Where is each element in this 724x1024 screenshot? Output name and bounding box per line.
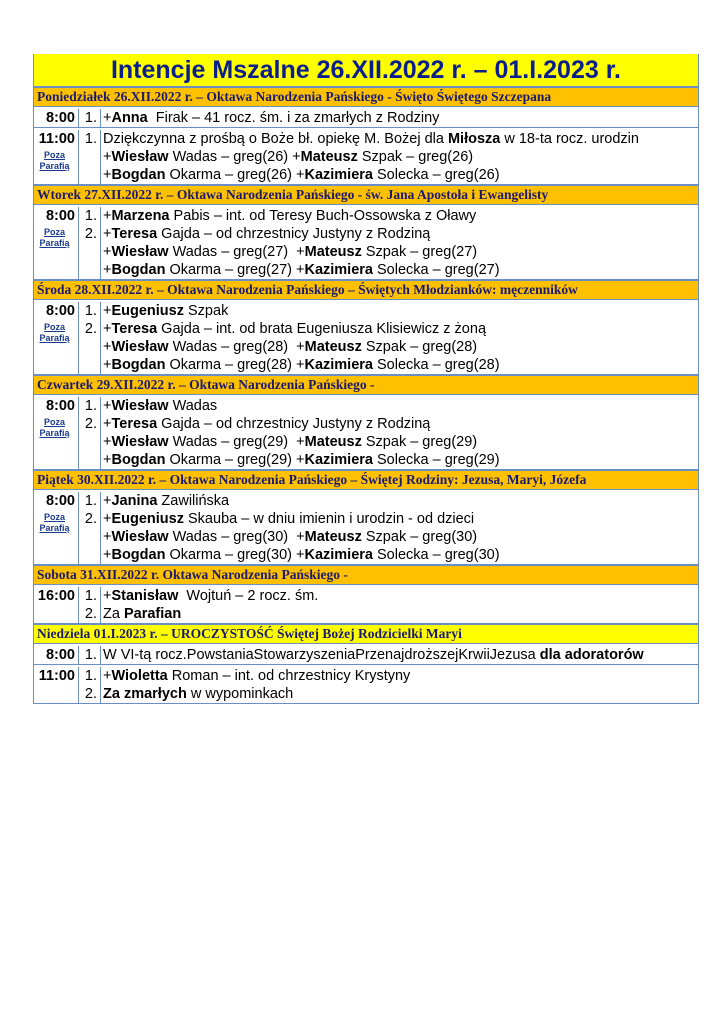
intention-name: Bogdan	[111, 452, 166, 468]
intention-list	[79, 667, 698, 703]
intention-list	[79, 587, 698, 623]
mass-row	[34, 207, 698, 280]
intention-fragment: Okarma – greg(28) +	[165, 357, 305, 373]
intention-fragment: +	[103, 588, 112, 604]
intention-text	[101, 261, 500, 279]
intentions-sheet	[33, 54, 699, 704]
mass-row	[34, 667, 698, 704]
intention-name: Bogdan	[111, 262, 166, 278]
intention-number	[79, 261, 101, 279]
mass-time: 8:00	[45, 110, 75, 126]
intention-fragment: w wypominkach	[186, 686, 294, 702]
mass-row	[34, 302, 698, 375]
intention-name: Wiesław	[111, 434, 169, 450]
intention-name: Bogdan	[111, 167, 166, 183]
intention-fragment: Firak – 41 rocz. śm. i za zmarłych z Rodziny	[147, 110, 440, 126]
intention-line	[79, 528, 698, 546]
intention-number	[79, 433, 101, 451]
intention-text	[101, 492, 229, 510]
intention-number: 1.	[79, 302, 101, 320]
intention-name: Marzena	[111, 208, 170, 224]
intention-line	[79, 451, 698, 469]
mass-time: 8:00	[45, 303, 75, 319]
poza-parafia-note: Poza Parafią	[39, 322, 70, 343]
intention-number: 2.	[79, 510, 101, 528]
intention-name: Kazimiera	[304, 357, 373, 373]
intention-list	[79, 302, 698, 374]
intention-fragment: Skauba – w dniu imienin i urodzin - od dzieci	[183, 511, 475, 527]
day-header: Niedziela 01.I.2023 r. – UROCZYSTOŚĆ Świętej Bożej Rodzicielki Maryi	[34, 624, 698, 644]
intention-list	[79, 130, 698, 184]
intention-number: 1.	[79, 646, 101, 664]
intention-number: 2.	[79, 320, 101, 338]
intention-number	[79, 166, 101, 184]
intention-fragment: Szpak – greg(27)	[361, 244, 478, 260]
intention-number: 1.	[79, 492, 101, 510]
mass-row	[34, 492, 698, 565]
intention-name: Bogdan	[111, 547, 166, 563]
intention-number: 2.	[79, 605, 101, 623]
intention-text	[101, 166, 500, 184]
intention-text	[101, 528, 477, 546]
intention-name: Kazimiera	[304, 547, 373, 563]
intention-fragment: Wadas – greg(28) +	[168, 339, 305, 355]
intention-fragment: Pabis – int. od Teresy Buch-Ossowska z Oławy	[169, 208, 477, 224]
mass-time-cell	[34, 492, 79, 564]
intention-name: Wiesław	[111, 339, 169, 355]
intention-fragment: Roman – int. od chrzestnicy Krystyny	[167, 668, 411, 684]
intention-text	[101, 225, 430, 243]
intention-line	[79, 338, 698, 356]
mass-time-cell	[34, 646, 79, 664]
intention-line	[79, 261, 698, 279]
intention-name: Wiesław	[111, 244, 169, 260]
intention-name: Teresa	[111, 226, 158, 242]
intention-fragment: Zawilińska	[157, 493, 230, 509]
intention-fragment: Szpak – greg(26)	[357, 149, 474, 165]
intention-line	[79, 225, 698, 243]
intention-name: Anna	[111, 110, 148, 126]
mass-time: 16:00	[37, 588, 75, 604]
intention-fragment: +	[103, 226, 112, 242]
intention-fragment: +	[103, 416, 112, 432]
intention-name: Mateusz	[304, 529, 362, 545]
intention-fragment: +	[103, 339, 112, 355]
intention-text	[101, 356, 500, 374]
intention-line	[79, 646, 698, 664]
intention-fragment: +	[103, 149, 112, 165]
mass-row	[34, 130, 698, 185]
day-header: Środa 28.XII.2022 r. – Oktawa Narodzenia Pańskiego – Świętych Młodzianków: męczenników	[34, 280, 698, 300]
intention-line	[79, 207, 698, 225]
intention-name: Mateusz	[304, 244, 362, 260]
intention-fragment: +	[103, 321, 112, 337]
intention-number: 2.	[79, 685, 101, 703]
mass-time-cell	[34, 667, 79, 703]
intention-name: Stanisław	[111, 588, 179, 604]
intention-fragment: Okarma – greg(30) +	[165, 547, 305, 563]
intention-fragment: Wadas	[168, 398, 218, 414]
intention-number: 1.	[79, 109, 101, 127]
mass-time: 8:00	[45, 493, 75, 509]
intention-line	[79, 130, 698, 148]
intention-text	[101, 207, 476, 225]
intention-text	[101, 302, 228, 320]
intention-text	[101, 109, 439, 127]
intention-fragment: +	[103, 244, 112, 260]
intention-name: Mateusz	[304, 434, 362, 450]
intention-fragment: Wojtuń – 2 rocz. śm.	[178, 588, 319, 604]
mass-time-cell	[34, 130, 79, 184]
intention-line	[79, 356, 698, 374]
poza-parafia-note: Poza Parafią	[39, 227, 70, 248]
page-title: Intencje Mszalne 26.XII.2022 r. – 01.I.2023 r.	[34, 54, 698, 87]
intention-number: 1.	[79, 207, 101, 225]
intention-name: Wioletta	[111, 668, 168, 684]
intention-fragment: Wadas – greg(29) +	[168, 434, 305, 450]
day-header: Poniedziałek 26.XII.2022 r. – Oktawa Narodzenia Pańskiego - Święto Świętego Szczepana	[34, 87, 698, 107]
intention-text	[101, 685, 293, 703]
intention-line	[79, 166, 698, 184]
intention-fragment: Wadas – greg(27) +	[168, 244, 305, 260]
intention-fragment: Wadas – greg(26) +	[168, 149, 301, 165]
intention-name: Wiesław	[111, 398, 169, 414]
mass-time-cell	[34, 397, 79, 469]
intention-line	[79, 546, 698, 564]
intention-fragment: Solecka – greg(29)	[372, 452, 500, 468]
intention-text	[101, 433, 477, 451]
intention-line	[79, 320, 698, 338]
intention-fragment: +	[103, 547, 112, 563]
intention-number	[79, 528, 101, 546]
intention-number	[79, 148, 101, 166]
intention-line	[79, 667, 698, 685]
intention-fragment: +	[103, 434, 112, 450]
intention-fragment: Gajda – int. od brata Eugeniusza Klisiewicz z żoną	[157, 321, 487, 337]
intention-line	[79, 243, 698, 261]
intention-fragment: +	[103, 668, 112, 684]
mass-time: 11:00	[38, 668, 75, 684]
intention-fragment: Solecka – greg(28)	[372, 357, 500, 373]
intention-fragment: Wadas – greg(30) +	[168, 529, 305, 545]
intention-name: Miłosza	[447, 131, 501, 147]
intention-fragment: +	[103, 167, 112, 183]
intention-text	[101, 510, 474, 528]
intention-number	[79, 546, 101, 564]
intention-line	[79, 510, 698, 528]
intention-fragment: Solecka – greg(27)	[372, 262, 500, 278]
intention-list	[79, 109, 698, 127]
intention-number	[79, 338, 101, 356]
mass-time: 8:00	[45, 398, 75, 414]
intention-number	[79, 356, 101, 374]
mass-time: 8:00	[45, 647, 75, 663]
intention-name: Teresa	[111, 321, 158, 337]
intention-name: Teresa	[111, 416, 158, 432]
mass-row	[34, 587, 698, 624]
intention-fragment: +	[103, 529, 112, 545]
intention-number: 1.	[79, 130, 101, 148]
intention-line	[79, 415, 698, 433]
intention-number: 2.	[79, 225, 101, 243]
intention-text	[101, 587, 318, 605]
mass-row	[34, 109, 698, 128]
mass-time-cell	[34, 109, 79, 127]
intention-text	[101, 397, 217, 415]
intention-fragment: Szpak – greg(29)	[361, 434, 478, 450]
mass-time-cell	[34, 587, 79, 623]
intention-name: Janina	[111, 493, 158, 509]
intention-line	[79, 605, 698, 623]
intention-list	[79, 397, 698, 469]
intention-number: 1.	[79, 667, 101, 685]
mass-row	[34, 397, 698, 470]
day-header: Piątek 30.XII.2022 r. – Oktawa Narodzenia Pańskiego – Świętej Rodziny: Jezusa, Maryi, Józefa	[34, 470, 698, 490]
intention-name: Mateusz	[300, 149, 358, 165]
intention-number	[79, 451, 101, 469]
intention-name: Bogdan	[111, 357, 166, 373]
intention-text	[101, 415, 430, 433]
day-header: Sobota 31.XII.2022 r. Oktawa Narodzenia Pańskiego -	[34, 565, 698, 585]
mass-time-cell	[34, 302, 79, 374]
intention-line	[79, 148, 698, 166]
intention-line	[79, 433, 698, 451]
day-header: Wtorek 27.XII.2022 r. – Oktawa Narodzenia Pańskiego - św. Jana Apostoła i Ewangelisty	[34, 185, 698, 205]
poza-parafia-note: Poza Parafią	[39, 150, 70, 171]
intention-text	[101, 546, 500, 564]
mass-time: 11:00	[38, 131, 75, 147]
intention-fragment: +	[103, 398, 112, 414]
intention-number: 2.	[79, 415, 101, 433]
mass-time-cell	[34, 207, 79, 279]
intention-fragment: Szpak	[183, 303, 229, 319]
poza-parafia-note: Poza Parafią	[39, 417, 70, 438]
intention-text	[101, 338, 477, 356]
mass-row	[34, 646, 698, 665]
intention-number	[79, 243, 101, 261]
intention-fragment: Solecka – greg(30)	[372, 547, 500, 563]
intention-text	[101, 243, 477, 261]
intention-fragment: Okarma – greg(29) +	[165, 452, 305, 468]
intention-fragment: +	[103, 452, 112, 468]
intention-text	[101, 605, 181, 623]
intention-fragment: +	[103, 511, 112, 527]
intention-text	[101, 646, 644, 664]
intention-fragment: Solecka – greg(26)	[372, 167, 500, 183]
intention-list	[79, 646, 698, 664]
intention-fragment: Okarma – greg(26) +	[165, 167, 305, 183]
mass-time: 8:00	[45, 208, 75, 224]
intention-name: Parafian	[123, 606, 182, 622]
intention-list	[79, 207, 698, 279]
intention-fragment: +	[103, 208, 112, 224]
intention-line	[79, 397, 698, 415]
intention-fragment: +	[103, 110, 112, 126]
intention-name: Eugeniusz	[111, 511, 184, 527]
intention-number: 1.	[79, 587, 101, 605]
intention-fragment: +	[103, 303, 112, 319]
intention-number: 1.	[79, 397, 101, 415]
intention-name: Za zmarłych	[103, 686, 187, 702]
intention-line	[79, 685, 698, 703]
intention-fragment: Dziękczynna z prośbą o Boże bł. opiekę M. Bożej dla	[103, 131, 448, 147]
days-list	[34, 87, 698, 704]
intention-line	[79, 492, 698, 510]
day-header: Czwartek 29.XII.2022 r. – Oktawa Narodzenia Pańskiego -	[34, 375, 698, 395]
intention-name: Kazimiera	[304, 262, 373, 278]
intention-name: Kazimiera	[304, 167, 373, 183]
intention-text	[101, 667, 410, 685]
intention-name: Eugeniusz	[111, 303, 184, 319]
intention-text	[101, 148, 473, 166]
intention-name: Kazimiera	[304, 452, 373, 468]
intention-text	[101, 320, 486, 338]
intention-fragment: Szpak – greg(28)	[361, 339, 478, 355]
intention-list	[79, 492, 698, 564]
intention-line	[79, 109, 698, 127]
intention-fragment: w 18-ta rocz. urodzin	[500, 131, 639, 147]
intention-text	[101, 130, 639, 148]
intention-fragment: W VI-tą rocz.PowstaniaStowarzyszeniaPrzenajdroższejKrwiiJezusa	[103, 647, 540, 663]
intention-fragment: Szpak – greg(30)	[361, 529, 478, 545]
intention-text	[101, 451, 500, 469]
intention-fragment: +	[103, 493, 112, 509]
intention-name: dla adoratorów	[539, 647, 644, 663]
intention-fragment: Gajda – od chrzestnicy Justyny z Rodziną	[157, 226, 431, 242]
poza-parafia-note: Poza Parafią	[39, 512, 70, 533]
intention-line	[79, 302, 698, 320]
intention-name: Wiesław	[111, 149, 169, 165]
intention-fragment: Gajda – od chrzestnicy Justyny z Rodziną	[157, 416, 431, 432]
intention-line	[79, 587, 698, 605]
intention-fragment: +	[103, 357, 112, 373]
intention-fragment: Za	[103, 606, 124, 622]
intention-name: Mateusz	[304, 339, 362, 355]
intention-fragment: +	[103, 262, 112, 278]
intention-name: Wiesław	[111, 529, 169, 545]
intention-fragment: Okarma – greg(27) +	[165, 262, 305, 278]
